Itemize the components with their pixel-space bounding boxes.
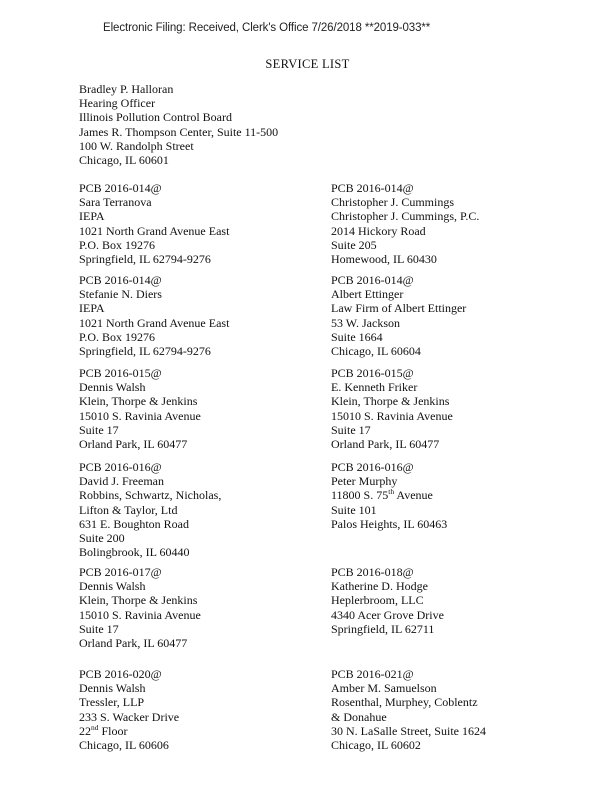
entry-line: 233 S. Wacker Drive [79, 709, 180, 724]
entry-line-floor [79, 724, 179, 738]
entry-line: Dennis Walsh [79, 681, 146, 696]
service-entry [331, 565, 444, 636]
pcb-number: PCB 2016-014@ [331, 273, 414, 287]
entry-line: Chicago, IL 60604 [331, 344, 421, 359]
hearing-officer-city: Chicago, IL 60601 [79, 153, 169, 168]
hearing-officer-org: Illinois Pollution Control Board [79, 110, 233, 125]
entry-line: & Donahue [331, 709, 387, 724]
entry-line: Sara Terranova [79, 195, 152, 210]
pcb-number: PCB 2016-015@ [331, 366, 414, 380]
entry-line: Lifton & Taylor, Ltd [79, 502, 178, 517]
service-entry [79, 460, 221, 559]
entry-line: IEPA [79, 209, 105, 224]
entry-line: Suite 1664 [331, 329, 383, 344]
pcb-number: PCB 2016-018@ [331, 565, 414, 579]
street-text: 11800 S. 75 [331, 488, 389, 503]
entry-line: Peter Murphy [331, 474, 398, 489]
pcb-number: PCB 2016-021@ [331, 667, 414, 681]
entry-line: Palos Heights, IL 60463 [331, 516, 448, 531]
service-entry [331, 366, 453, 451]
pcb-number: PCB 2016-020@ [79, 667, 162, 681]
entry-line: Klein, Thorpe & Jenkins [79, 394, 198, 409]
entry-line: Dennis Walsh [79, 380, 146, 395]
entry-line: Chicago, IL 60606 [79, 738, 169, 753]
service-entry [79, 366, 201, 451]
page-title: SERVICE LIST [265, 57, 350, 71]
entry-line: Albert Ettinger [331, 287, 404, 302]
pcb-number: PCB 2016-014@ [79, 181, 162, 195]
service-entry [79, 273, 229, 358]
filing-stamp: Electronic Filing: Received, Clerk's Office 7/26/2018 **2019-033** [103, 22, 431, 34]
entry-line: 15010 S. Ravinia Avenue [79, 408, 201, 423]
ordinal-suffix: th [388, 487, 395, 497]
service-entry [79, 181, 229, 266]
entry-line: Suite 205 [331, 237, 377, 252]
entry-line: Springfield, IL 62711 [331, 621, 435, 636]
pcb-number: PCB 2016-016@ [79, 460, 162, 474]
entry-line: Orland Park, IL 60477 [79, 437, 188, 452]
entry-line: Law Firm of Albert Ettinger [331, 301, 467, 316]
pcb-number: PCB 2016-016@ [331, 460, 414, 474]
entry-line: David J. Freeman [79, 474, 164, 489]
entry-line: Chicago, IL 60602 [331, 738, 421, 753]
floor-number: 22 [79, 723, 91, 738]
pcb-number: PCB 2016-014@ [331, 181, 414, 195]
entry-line: 2014 Hickory Road [331, 223, 426, 238]
entry-line: Bolingbrook, IL 60440 [79, 545, 190, 560]
floor-text: Floor [98, 723, 128, 738]
entry-line: E. Kenneth Friker [331, 380, 418, 395]
entry-line: Springfield, IL 62794-9276 [79, 252, 211, 267]
pcb-number: PCB 2016-014@ [79, 273, 162, 287]
entry-line: Klein, Thorpe & Jenkins [331, 394, 450, 409]
entry-line: Dennis Walsh [79, 579, 146, 594]
service-entry [331, 273, 466, 358]
entry-line: 30 N. LaSalle Street, Suite 1624 [331, 723, 486, 738]
service-entry [331, 667, 486, 752]
entry-line: Tressler, LLP [79, 695, 145, 710]
pcb-number: PCB 2016-017@ [79, 565, 162, 579]
pcb-number: PCB 2016-015@ [79, 366, 162, 380]
entry-line: Amber M. Samuelson [331, 681, 437, 696]
entry-line: 15010 S. Ravinia Avenue [79, 607, 201, 622]
entry-line: Christopher J. Cummings, P.C. [331, 209, 480, 224]
entry-line: Stefanie N. Diers [79, 287, 162, 302]
entry-line: 631 E. Boughton Road [79, 516, 189, 531]
entry-line: Suite 200 [79, 531, 125, 546]
entry-line: Rosenthal, Murphey, Coblentz [331, 695, 478, 710]
service-entry [79, 667, 179, 752]
entry-line: 1021 North Grand Avenue East [79, 223, 230, 238]
hearing-officer-building: James R. Thompson Center, Suite 11-500 [79, 124, 279, 139]
entry-line: IEPA [79, 301, 105, 316]
entry-line: Suite 101 [331, 502, 377, 517]
entry-line: 4340 Acer Grove Drive [331, 607, 444, 622]
entry-line: Orland Park, IL 60477 [331, 437, 440, 452]
entry-line: Suite 17 [79, 621, 119, 636]
entry-line: P.O. Box 19276 [79, 237, 156, 252]
service-entry [79, 565, 201, 650]
service-entry [331, 181, 479, 266]
entry-line: Suite 17 [331, 422, 371, 437]
service-entry [331, 460, 447, 531]
entry-line: 15010 S. Ravinia Avenue [331, 408, 453, 423]
entry-line: 1021 North Grand Avenue East [79, 315, 230, 330]
hearing-officer-title: Hearing Officer [79, 96, 156, 111]
entry-line: Springfield, IL 62794-9276 [79, 344, 211, 359]
entry-line: Klein, Thorpe & Jenkins [79, 593, 198, 608]
ordinal-suffix: nd [91, 722, 99, 732]
entry-line: Suite 17 [79, 422, 119, 437]
hearing-officer-name: Bradley P. Halloran [79, 82, 174, 96]
entry-line: P.O. Box 19276 [79, 329, 156, 344]
entry-line: Heplerbroom, LLC [331, 593, 424, 608]
entry-line: Christopher J. Cummings [331, 195, 455, 210]
entry-line: Orland Park, IL 60477 [79, 636, 188, 651]
entry-line: 53 W. Jackson [331, 315, 400, 330]
entry-line: Robbins, Schwartz, Nicholas, [79, 488, 222, 503]
hearing-officer-street: 100 W. Randolph Street [79, 138, 194, 153]
entry-line-street [331, 488, 447, 502]
hearing-officer-block [79, 82, 278, 167]
entry-line: Katherine D. Hodge [331, 579, 428, 594]
street-text-end: Avenue [394, 488, 433, 503]
entry-line: Homewood, IL 60430 [331, 252, 437, 267]
